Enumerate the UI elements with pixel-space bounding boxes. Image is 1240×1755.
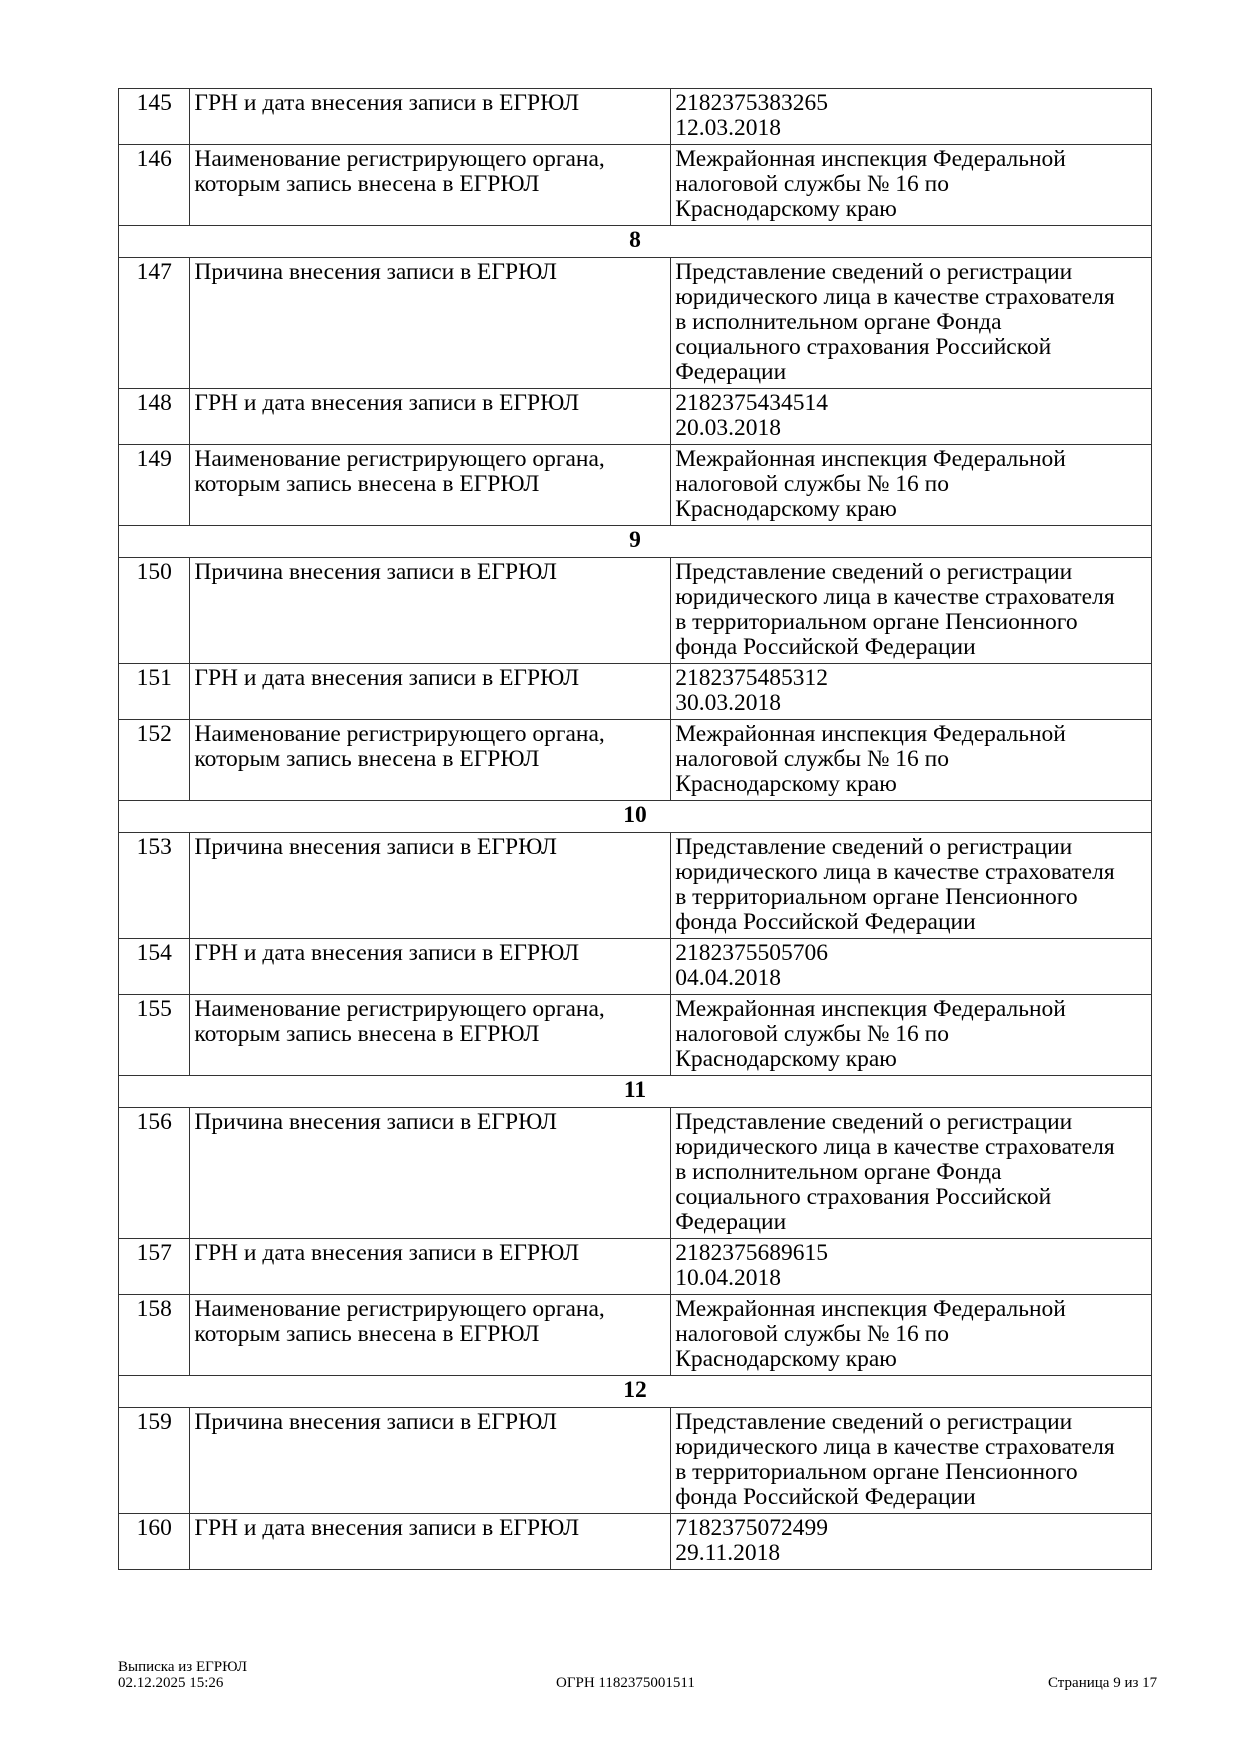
field-value-line: налоговой службы № 16 по (675, 1021, 949, 1047)
field-label (190, 1239, 671, 1295)
field-value-line: 2182375434514 (675, 390, 828, 416)
field-label (190, 89, 671, 145)
field-value-line: 2182375505706 (675, 940, 828, 966)
field-label-line: ГРН и дата внесения записи в ЕГРЮЛ (194, 390, 580, 416)
table-row (119, 939, 1152, 995)
table-row (119, 558, 1152, 664)
field-value-line: в территориальном органе Пенсионного (675, 884, 1078, 910)
field-label (190, 664, 671, 720)
field-value-line: Межрайонная инспекция Федеральной (675, 446, 1066, 472)
field-label-line: Наименование регистрирующего органа, (194, 146, 605, 172)
field-value-line: Представление сведений о регистрации (675, 1409, 1073, 1435)
field-label-line: Наименование регистрирующего органа, (194, 446, 605, 472)
field-label-line: ГРН и дата внесения записи в ЕГРЮЛ (194, 1240, 580, 1266)
field-label (190, 445, 671, 526)
field-label (190, 389, 671, 445)
row-number: 156 (119, 1108, 190, 1239)
field-value-line: 20.03.2018 (675, 415, 781, 441)
footer-doc-title: Выписка из ЕГРЮЛ (118, 1659, 247, 1675)
field-value-line: социального страхования Российской (675, 1184, 1052, 1210)
field-value-line: 04.04.2018 (675, 965, 781, 991)
row-number: 157 (119, 1239, 190, 1295)
field-label (190, 720, 671, 801)
row-number: 148 (119, 389, 190, 445)
field-value-line: Представление сведений о регистрации (675, 259, 1073, 285)
field-value-line: юридического лица в качестве страхователя (675, 284, 1115, 310)
field-label-line: Наименование регистрирующего органа, (194, 996, 605, 1022)
field-value (671, 445, 1152, 526)
row-number: 158 (119, 1295, 190, 1376)
field-value-line: Краснодарскому краю (675, 496, 897, 522)
field-label (190, 939, 671, 995)
egrul-table (118, 88, 1152, 1570)
row-number: 154 (119, 939, 190, 995)
field-value (671, 720, 1152, 801)
field-label-line: Причина внесения записи в ЕГРЮЛ (194, 559, 557, 585)
field-value-line: юридического лица в качестве страхователя (675, 1134, 1115, 1160)
field-value-line: Представление сведений о регистрации (675, 1109, 1073, 1135)
field-value-line: налоговой службы № 16 по (675, 471, 949, 497)
row-number: 160 (119, 1514, 190, 1570)
field-label (190, 1408, 671, 1514)
field-value (671, 995, 1152, 1076)
field-value-line: юридического лица в качестве страхователя (675, 859, 1115, 885)
row-number: 149 (119, 445, 190, 526)
section-number: 9 (119, 526, 1152, 558)
field-label-line: ГРН и дата внесения записи в ЕГРЮЛ (194, 940, 580, 966)
row-number: 150 (119, 558, 190, 664)
table-row (119, 258, 1152, 389)
field-value-line: фонда Российской Федерации (675, 634, 976, 660)
field-label (190, 995, 671, 1076)
section-header-row (119, 226, 1152, 258)
field-value (671, 939, 1152, 995)
table-row (119, 145, 1152, 226)
field-value (671, 1514, 1152, 1570)
table-row (119, 664, 1152, 720)
field-value-line: фонда Российской Федерации (675, 1484, 976, 1510)
field-label-line: Причина внесения записи в ЕГРЮЛ (194, 1109, 557, 1135)
field-label-line: ГРН и дата внесения записи в ЕГРЮЛ (194, 90, 580, 116)
table-row (119, 389, 1152, 445)
field-value-line: 2182375383265 (675, 90, 828, 116)
field-value-line: в исполнительном органе Фонда (675, 309, 1002, 335)
field-value (671, 1408, 1152, 1514)
field-value-line: фонда Российской Федерации (675, 909, 976, 935)
footer-datetime: 02.12.2025 15:26 (118, 1675, 224, 1691)
field-value-line: Межрайонная инспекция Федеральной (675, 721, 1066, 747)
field-value-line: налоговой службы № 16 по (675, 1321, 949, 1347)
footer-page-number: Страница 9 из 17 (1048, 1675, 1158, 1691)
table-row (119, 833, 1152, 939)
row-number: 145 (119, 89, 190, 145)
table-row (119, 995, 1152, 1076)
row-number: 152 (119, 720, 190, 801)
field-value (671, 1108, 1152, 1239)
section-header-row (119, 1376, 1152, 1408)
footer-ogrn: ОГРН 1182375001511 (556, 1675, 695, 1691)
field-value-line: 2182375485312 (675, 665, 828, 691)
field-value (671, 833, 1152, 939)
field-label-line: которым запись внесена в ЕГРЮЛ (194, 1021, 540, 1047)
table-row (119, 445, 1152, 526)
table-row (119, 1295, 1152, 1376)
section-number: 12 (119, 1376, 1152, 1408)
field-label-line: Причина внесения записи в ЕГРЮЛ (194, 1409, 557, 1435)
field-value (671, 558, 1152, 664)
field-value-line: налоговой службы № 16 по (675, 171, 949, 197)
field-value-line: социального страхования Российской (675, 334, 1052, 360)
row-number: 153 (119, 833, 190, 939)
field-label (190, 558, 671, 664)
field-value (671, 89, 1152, 145)
section-number: 11 (119, 1076, 1152, 1108)
field-value-line: 12.03.2018 (675, 115, 781, 141)
field-label-line: которым запись внесена в ЕГРЮЛ (194, 1321, 540, 1347)
field-label (190, 1295, 671, 1376)
field-value-line: Представление сведений о регистрации (675, 559, 1073, 585)
field-label-line: Причина внесения записи в ЕГРЮЛ (194, 834, 557, 860)
field-value-line: Федерации (675, 1209, 787, 1235)
table-row (119, 89, 1152, 145)
field-label-line: Наименование регистрирующего органа, (194, 1296, 605, 1322)
table-row (119, 1239, 1152, 1295)
field-value-line: 29.11.2018 (675, 1540, 781, 1566)
field-label (190, 833, 671, 939)
egrul-table-body (119, 89, 1152, 1570)
field-value (671, 145, 1152, 226)
field-label-line: Причина внесения записи в ЕГРЮЛ (194, 259, 557, 285)
footer-left (118, 1659, 247, 1691)
field-label (190, 145, 671, 226)
row-number: 159 (119, 1408, 190, 1514)
field-value-line: Межрайонная инспекция Федеральной (675, 146, 1066, 172)
section-header-row (119, 1076, 1152, 1108)
section-header-row (119, 801, 1152, 833)
field-value-line: Краснодарскому краю (675, 1346, 897, 1372)
field-value-line: Федерации (675, 359, 787, 385)
field-value-line: юридического лица в качестве страхователя (675, 1434, 1115, 1460)
table-row (119, 720, 1152, 801)
field-value-line: Краснодарскому краю (675, 196, 897, 222)
field-value-line: в территориальном органе Пенсионного (675, 1459, 1078, 1485)
section-header-row (119, 526, 1152, 558)
field-value (671, 258, 1152, 389)
field-label-line: ГРН и дата внесения записи в ЕГРЮЛ (194, 665, 580, 691)
field-label-line: которым запись внесена в ЕГРЮЛ (194, 746, 540, 772)
row-number: 147 (119, 258, 190, 389)
row-number: 151 (119, 664, 190, 720)
field-value-line: 10.04.2018 (675, 1265, 781, 1291)
field-value-line: налоговой службы № 16 по (675, 746, 949, 772)
field-value-line: 30.03.2018 (675, 690, 781, 716)
field-value-line: Краснодарскому краю (675, 1046, 897, 1072)
field-value-line: в исполнительном органе Фонда (675, 1159, 1002, 1185)
field-value-line: Краснодарскому краю (675, 771, 897, 797)
field-value-line: в территориальном органе Пенсионного (675, 609, 1078, 635)
field-label-line: которым запись внесена в ЕГРЮЛ (194, 471, 540, 497)
field-label-line: которым запись внесена в ЕГРЮЛ (194, 171, 540, 197)
table-row (119, 1108, 1152, 1239)
table-row (119, 1408, 1152, 1514)
field-label-line: ГРН и дата внесения записи в ЕГРЮЛ (194, 1515, 580, 1541)
section-number: 8 (119, 226, 1152, 258)
field-value-line: Представление сведений о регистрации (675, 834, 1073, 860)
field-label (190, 1514, 671, 1570)
field-label (190, 258, 671, 389)
section-number: 10 (119, 801, 1152, 833)
field-value (671, 389, 1152, 445)
field-value-line: 7182375072499 (675, 1515, 828, 1541)
table-row (119, 1514, 1152, 1570)
field-value-line: юридического лица в качестве страхователя (675, 584, 1115, 610)
field-value (671, 1295, 1152, 1376)
row-number: 146 (119, 145, 190, 226)
field-label (190, 1108, 671, 1239)
field-value-line: 2182375689615 (675, 1240, 828, 1266)
field-value-line: Межрайонная инспекция Федеральной (675, 1296, 1066, 1322)
row-number: 155 (119, 995, 190, 1076)
field-value (671, 664, 1152, 720)
field-value-line: Межрайонная инспекция Федеральной (675, 996, 1066, 1022)
field-label-line: Наименование регистрирующего органа, (194, 721, 605, 747)
field-value (671, 1239, 1152, 1295)
